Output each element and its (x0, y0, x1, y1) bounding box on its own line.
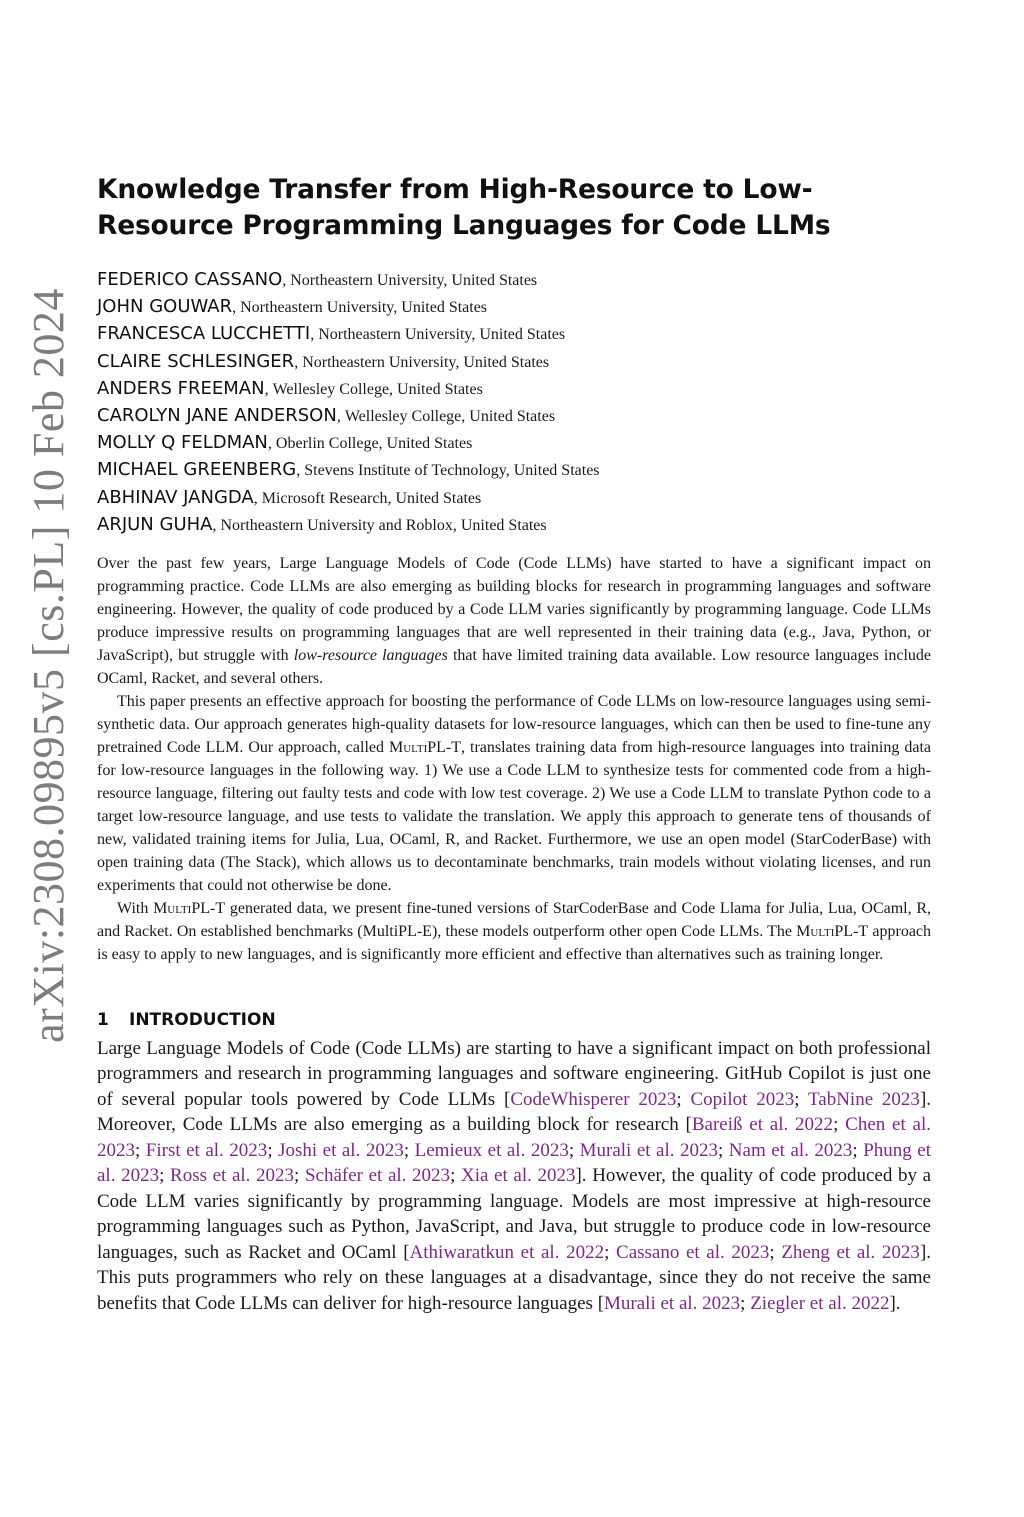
arxiv-id: arXiv:2308.09895v5 [cs.PL] 10 Feb 2024 (23, 287, 73, 1043)
author-name: MICHAEL GREENBERG (97, 459, 297, 481)
author-affiliation: Northeastern University, United States (318, 326, 566, 344)
citation-link[interactable]: Copilot 2023 (690, 1088, 795, 1110)
author-affiliation: Northeastern University, United States (240, 299, 488, 317)
author-affiliation: Northeastern University, United States (290, 272, 538, 289)
author-list (97, 266, 931, 538)
citation-link[interactable]: Phung et al. 2023 (97, 1139, 931, 1187)
author-entry: ANDERS FREEMAN, Wellesley College, United States (97, 377, 483, 399)
abstract-paragraph-3: With MultiPL-T generated data, we present fine-tuned versions of StarCoderBase and Code Llama for Julia, Lua, OCaml, R, and Racket. On established benchmarks (MultiPL-E), these models outperform other open Code LLMs. The MultiPL-T approach is easy to apply to new languages, and is significantly more efficient and effective than alternatives such as training longer. (97, 899, 932, 963)
author-name: CAROLYN JANE ANDERSON (97, 404, 337, 426)
author-affiliation: Wellesley College, United States (344, 407, 556, 425)
author-affiliation: Stevens Institute of Technology, United States (304, 462, 600, 480)
author-affiliation: Northeastern University, United States (302, 353, 550, 371)
citation-link[interactable]: Athiwaratkun et al. 2022 (409, 1241, 605, 1263)
author-name: JOHN GOUWAR (97, 296, 233, 318)
citation-link[interactable]: Murali et al. 2023 (579, 1139, 719, 1161)
citation-link[interactable]: Ross et al. 2023 (170, 1165, 295, 1187)
citation-link[interactable]: TabNine 2023 (807, 1088, 920, 1110)
section-title: INTRODUCTION (129, 1009, 276, 1030)
arxiv-watermark (23, 287, 73, 1043)
author-name: FRANCESCA LUCCHETTI (97, 323, 311, 345)
author-affiliation: Oberlin College, United States (275, 435, 473, 453)
author-entry: FRANCESCA LUCCHETTI, Northeastern University, United States (97, 323, 566, 345)
citation-link[interactable]: Ziegler et al. 2022 (750, 1292, 890, 1314)
citation-link[interactable]: Bareiß et al. 2022 (691, 1114, 834, 1136)
citation-link[interactable]: Schäfer et al. 2023 (304, 1165, 451, 1187)
system-name: MultiPL-T (153, 899, 226, 917)
citation-link[interactable]: Chen et al. 2023 (97, 1114, 932, 1161)
author-affiliation: Microsoft Research, United States (261, 489, 482, 507)
author-entry: ABHINAV JANGDA, Microsoft Research, United States (97, 486, 482, 508)
paper-page (97, 172, 931, 1316)
section-heading-introduction (97, 1008, 931, 1032)
author-entry: MOLLY Q FELDMAN, Oberlin College, United States (97, 432, 473, 454)
author-affiliation: Wellesley College, United States (272, 380, 483, 398)
introduction-paragraph: Large Language Models of Code (Code LLMs) are starting to have a significant impact on both professional programmers and research in programming languages and software engineering. GitHub Copilot is just one of several popular tools powered by Code LLMs [CodeWhisperer 2023; Copilot 2023; TabNine 2023]. Moreover, Code LLMs are also emerging as a building block for research [Bareiß et al. 2022; Chen et al. 2023; First et al. 2023; Joshi et al. 2023; Lemieux et al. 2023; Murali et al. 2023; Nam et al. 2023; Phung et al. 2023; Ross et al. 2023; Schäfer et al. 2023; Xia et al. 2023]. However, the quality of code produced by a Code LLM varies significantly by programming language. Models are most impressive at high-resource programming languages such as Python, JavaScript, and Java, but struggle to produce code in low-resource languages, such as Racket and OCaml [Athiwaratkun et al. 2022; Cassano et al. 2023; Zheng et al. 2023]. This puts programmers who rely on these languages at a disadvantage, since they do not receive the same benefits that Code LLMs can deliver for high-resource languages [Murali et al. 2023; Ziegler et al. 2022]. (97, 1037, 932, 1314)
citation-link[interactable]: Lemieux et al. 2023 (414, 1139, 569, 1161)
system-name: MultiPL-T (388, 738, 462, 756)
citation-link[interactable]: Cassano et al. 2023 (616, 1241, 770, 1263)
author-entry: MICHAEL GREENBERG, Stevens Institute of Technology, United States (97, 459, 600, 481)
citation-link[interactable]: Zheng et al. 2023 (781, 1241, 920, 1263)
citation-link[interactable]: Nam et al. 2023 (728, 1139, 853, 1161)
citation-link[interactable]: Murali et al. 2023 (604, 1292, 741, 1314)
emphasis-low-resource: low-resource languages (293, 646, 448, 664)
author-entry: CLAIRE SCHLESINGER, Northeastern University, United States (97, 350, 550, 372)
citation-link[interactable]: Xia et al. 2023 (460, 1165, 576, 1187)
citation-link[interactable]: CodeWhisperer 2023 (510, 1088, 677, 1110)
introduction-body (97, 1036, 931, 1317)
author-name: ARJUN GUHA (97, 513, 213, 535)
author-name: FEDERICO CASSANO (97, 269, 283, 290)
abstract-paragraph-2: This paper presents an effective approach for boosting the performance of Code LLMs on low-resource languages using semi-synthetic data. Our approach generates high-quality datasets for low-resource languages, which can then be used to fine-tune any pretrained Code LLM. Our approach, called MultiPL-T, translates training data from high-resource languages into training data for low-resource languages in the following way. 1) We use a Code LLM to synthesize tests for commented code from a high-resource language, filtering out faulty tests and code with low test coverage. 2) We use a Code LLM to translate Python code to a target low-resource language, and use tests to validate the translation. We apply this approach to generate tens of thousands of new, validated training items for Julia, Lua, OCaml, R, and Racket. Furthermore, we use an open model (StarCoderBase) with open training data (The Stack), which allows us to decontaminate benchmarks, train models without violating licenses, and run experiments that could not otherwise be done. (97, 692, 932, 894)
author-entry: JOHN GOUWAR, Northeastern University, United States (97, 296, 488, 318)
author-entry: FEDERICO CASSANO, Northeastern University, United States (97, 269, 538, 290)
author-name: MOLLY Q FELDMAN (97, 432, 268, 454)
system-name: MultiPL-T (796, 922, 869, 940)
author-name: ABHINAV JANGDA (97, 486, 254, 508)
author-affiliation: Northeastern University and Roblox, United States (220, 516, 547, 534)
abstract (97, 552, 931, 966)
author-entry: CAROLYN JANE ANDERSON, Wellesley College, United States (97, 404, 556, 426)
author-entry: ARJUN GUHA, Northeastern University and Roblox, United States (97, 513, 547, 535)
section-number: 1 (97, 1009, 109, 1030)
abstract-paragraph-1: Over the past few years, Large Language Models of Code (Code LLMs) have started to have a significant impact on programming practice. Code LLMs are also emerging as building blocks for research in programming languages and software engineering. However, the quality of code produced by a Code LLM varies significantly by programming language. Code LLMs produce impressive results on programming languages that are well represented in their training data (e.g., Java, Python, or JavaScript), but struggle with low-resource languages that have limited training data available. Low resource languages include OCaml, Racket, and several others. (97, 554, 932, 687)
citation-link[interactable]: Joshi et al. 2023 (278, 1139, 404, 1161)
citation-link[interactable]: First et al. 2023 (145, 1139, 268, 1161)
author-name: CLAIRE SCHLESINGER (97, 350, 295, 372)
author-name: ANDERS FREEMAN (97, 377, 265, 399)
paper-title: Knowledge Transfer from High-Resource to Low-Resource Programming Languages for Code LLMs (97, 174, 831, 241)
